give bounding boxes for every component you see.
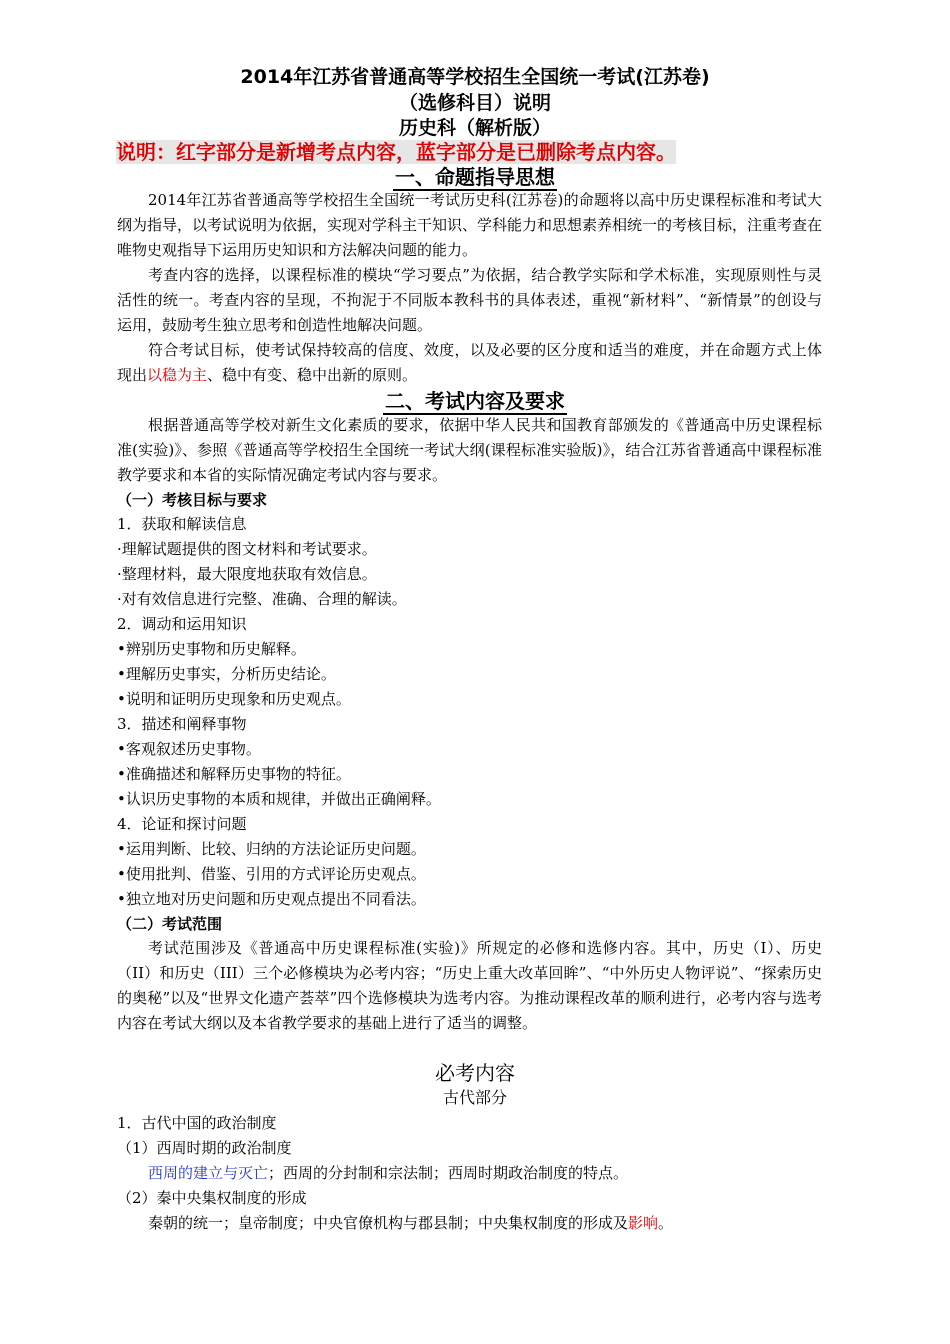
list-item: •运用判断、比较、归纳的方法论证历史问题。 xyxy=(117,840,426,858)
list-item: •理解历史事实，分析历史结论。 xyxy=(117,665,336,683)
list-item: 4．论证和探讨问题 xyxy=(117,815,247,833)
list-item: 1．获取和解读信息 xyxy=(117,515,247,533)
section-1-paragraph-3 xyxy=(117,338,822,388)
p3-text-after: 、稳中有变、稳中出新的原则。 xyxy=(207,366,418,384)
content-item-1: 1．古代中国的政治制度 xyxy=(117,1114,277,1132)
list-item: •认识历史事物的本质和规律，并做出正确阐释。 xyxy=(117,790,441,808)
section-2-heading xyxy=(0,388,950,414)
content-item-1-2-text xyxy=(148,1211,853,1236)
notice-text xyxy=(116,139,744,165)
list-item: ·理解试题提供的图文材料和考试要求。 xyxy=(117,540,377,558)
list-item: •准确描述和解释历史事物的特征。 xyxy=(117,765,351,783)
subsection-1-heading: （一）考核目标与要求 xyxy=(117,491,268,509)
list-item: •使用批判、借鉴、引用的方式评论历史观点。 xyxy=(117,865,426,883)
deleted-blue-text: 西周的建立与灭亡 xyxy=(148,1164,269,1182)
p3-text-before: 符合考试目标，使考试保持较高的信度、效度，以及必要的区分度和适当的难度，并在命题方式上体现出 xyxy=(117,341,822,384)
list-item: •客观叙述历史事物。 xyxy=(117,740,261,758)
title-line-2: （选修科目）说明 xyxy=(398,92,551,114)
title-line-1: 2014年江苏省普通高等学校招生全国统一考试(江苏卷) xyxy=(240,66,710,88)
required-content-heading: 必考内容 xyxy=(435,1061,515,1085)
section-1-heading xyxy=(0,164,950,190)
added-red-text: 影响 xyxy=(628,1214,659,1232)
title-line-3: 历史科（解析版） xyxy=(398,117,551,139)
list-item: 2．调动和运用知识 xyxy=(117,615,247,633)
list-item: ·整理材料，最大限度地获取有效信息。 xyxy=(117,565,377,583)
section-2-paragraph-1: 根据普通高等学校对新生文化素质的要求，依据中华人民共和国教育部颁发的《普通高中历史课程标准(实验)》、参照《普通高等学校招生全国统一考试大纲(课程标准实验版)》，结合江苏省普通高中课程标准教学要求和本省的实际情况确定考试内容与要求。 xyxy=(117,416,822,484)
item-1-1-rest: ；西周的分封制和宗法制；西周时期政治制度的特点。 xyxy=(268,1164,629,1182)
section-1-paragraph-1: 2014年江苏省普通高等学校招生全国统一考试历史科(江苏卷)的命题将以高中历史课程标准和考试大纲为指导，以考试说明为依据，实现对学科主干知识、学科能力和思想素养相统一的考核目标，注重考查在唯物史观指导下运用历史知识和方法解决问题的能力。 xyxy=(117,191,823,259)
list-item: •独立地对历史问题和历史观点提出不同看法。 xyxy=(117,890,426,908)
section-1-heading-text: 一、命题指导思想 xyxy=(395,165,555,189)
list-item: •辨别历史事物和历史解释。 xyxy=(117,640,306,658)
p3-red-text: 以稳为主 xyxy=(147,366,208,384)
section-2-heading-text: 二、考试内容及要求 xyxy=(385,389,565,413)
list-item: 3．描述和阐释事物 xyxy=(117,715,247,733)
content-item-1-1-text xyxy=(148,1161,853,1186)
item-1-2-end: 。 xyxy=(658,1214,674,1232)
item-1-2-main: 秦朝的统一；皇帝制度；中央官僚机构与郡县制；中央集权制度的形成及 xyxy=(148,1214,629,1232)
section-2-paragraph-2: 考试范围涉及《普通高中历史课程标准(实验)》所规定的必修和选修内容。其中，历史（I）、历史（II）和历史（III）三个必修模块为必考内容；“历史上重大改革回眸”、“中外历史人物评说”、“探索历史的奥秘”以及“世界文化遗产荟萃”四个选修模块为选考内容。为推动课程改革的顺利进行，必考内容与选考内容在考试大纲以及本省教学要求的基础上进行了适当的调整。 xyxy=(117,939,822,1032)
subsection-2-heading: （二）考试范围 xyxy=(117,915,223,933)
section-1-paragraph-2: 考查内容的选择，以课程标准的模块“学习要点”为依据，结合教学实际和学术标准，实现原则性与灵活性的统一。考查内容的呈现，不拘泥于不同版本教科书的具体表述，重视“新材料”、“新情景”的创设与运用，鼓励考生独立思考和创造性地解决问题。 xyxy=(117,266,822,334)
list-item: •说明和证明历史现象和历史观点。 xyxy=(117,690,351,708)
content-item-1-1: （1）西周时期的政治制度 xyxy=(117,1139,292,1157)
notice-highlight: 说明：红字部分是新增考点内容，蓝字部分是已删除考点内容。 xyxy=(116,140,676,164)
content-item-1-2: （2）秦中央集权制度的形成 xyxy=(117,1189,307,1207)
list-item: ·对有效信息进行完整、准确、合理的解读。 xyxy=(117,590,407,608)
ancient-section-subheading: 古代部分 xyxy=(442,1088,507,1107)
